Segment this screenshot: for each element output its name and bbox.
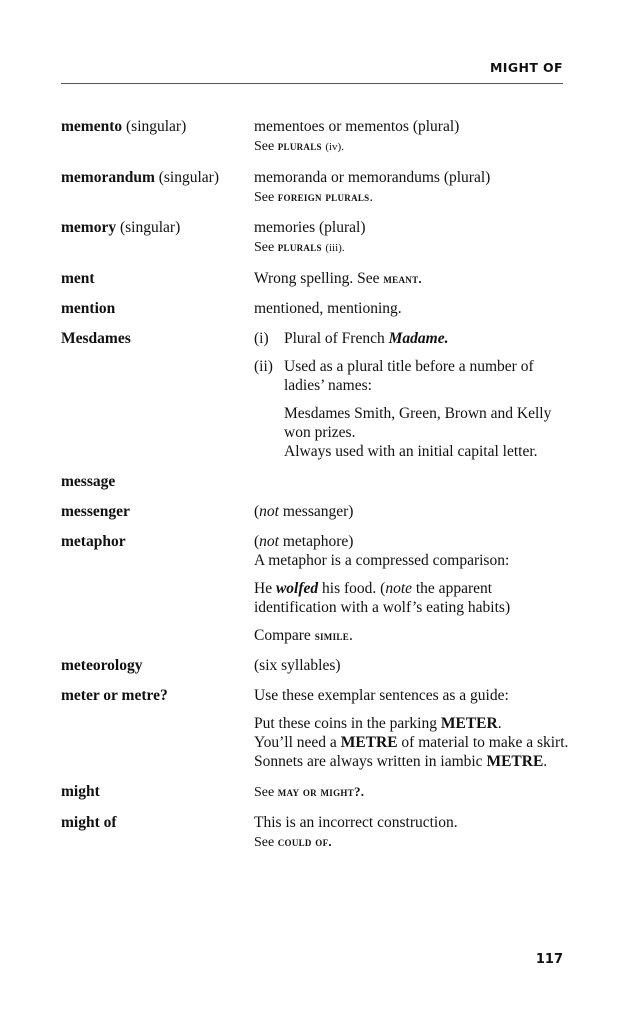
headword: metaphor (61, 533, 126, 550)
example-sentence: Put these coins in the parking METER. (254, 715, 502, 732)
entry-metaphor: metaphor (not metaphore) A metaphor is a compressed comparison: He wolfed his food. (note the apparent identification with a wolf’s eating habits) Compare simile. (61, 532, 571, 645)
compare-label: Compare (254, 627, 311, 644)
plural-form: memoranda or memorandums (plural) (254, 169, 491, 186)
definition: Use these exemplar sentences as a guide: (254, 687, 509, 704)
headword: Mesdames (61, 330, 131, 347)
headword: messenger (61, 503, 130, 520)
cross-reference-sub: (iv). (325, 141, 344, 153)
see-label: See (254, 139, 275, 154)
entry-ment (61, 269, 571, 288)
headword: message (61, 473, 116, 490)
entry-mention (61, 299, 571, 318)
example-sentence: You’ll need a METRE of material to make a skirt. (254, 734, 569, 751)
entry-meteorology (61, 656, 571, 675)
entry-might-of (61, 813, 571, 852)
see-label: See (254, 785, 275, 800)
grammar-note: (singular) (119, 219, 181, 236)
sense-1: (i) Plural of French Madame. (254, 330, 449, 347)
entry-mesdames (61, 329, 571, 461)
see-label: See (254, 240, 275, 255)
headword: memory (61, 219, 117, 236)
plural-form: memories (plural) (254, 219, 366, 236)
definition: This is an incorrect construction. (254, 814, 458, 831)
cross-reference: foreign plurals (277, 189, 370, 204)
entry-message (61, 472, 571, 491)
entry-memory (61, 218, 571, 258)
cross-reference: plurals (277, 138, 322, 153)
sense-2: (ii) Used as a plural title before a number of ladies’ names: (254, 358, 534, 394)
example-sentence: He wolfed his food. (note the apparent identification with a wolf’s eating habits) (254, 580, 511, 616)
cross-reference: may or might?. (277, 784, 365, 799)
definition: (six syllables) (254, 657, 341, 674)
running-head: MIGHT OF (489, 60, 563, 75)
see-label: See (254, 835, 275, 850)
see-label: See (254, 190, 275, 205)
grammar-note: (singular) (158, 169, 219, 186)
cross-reference: meant. (383, 271, 422, 286)
cross-reference-sub: (iii). (325, 242, 345, 254)
misspelling: messanger) (282, 503, 354, 520)
entry-memorandum: memorandum (singular) memoranda or memorandums (plural) See foreign plurals. (61, 168, 571, 207)
page-number: 117 (535, 952, 563, 967)
header-rule (61, 83, 563, 84)
cross-reference: simile (314, 628, 350, 643)
headword: memento (61, 118, 123, 135)
headword: mention (61, 300, 116, 317)
headword: might of (61, 814, 117, 831)
headword: meteorology (61, 657, 143, 674)
headword: ment (61, 270, 95, 287)
entry-might (61, 782, 571, 802)
definition: mentioned, mentioning. (254, 300, 402, 317)
entry-memento (61, 117, 571, 157)
usage-note: Always used with an initial capital letter. (284, 443, 538, 460)
definition: A metaphor is a compressed comparison: (254, 552, 510, 569)
headword: memorandum (61, 169, 155, 186)
entry-messenger: messenger (not messanger) (61, 503, 354, 520)
cross-reference: could of. (277, 834, 332, 849)
example-sentence: Sonnets are always written in iambic METRE. (254, 753, 548, 770)
misspelling: metaphore) (282, 533, 354, 550)
headword: might (61, 783, 100, 800)
cross-reference: plurals (277, 239, 322, 254)
example-sentence: Mesdames Smith, Green, Brown and Kelly won prizes. (284, 405, 552, 441)
headword: meter or metre? (61, 687, 168, 704)
entry-meter-or-metre (61, 686, 571, 771)
definition: Wrong spelling. See (254, 270, 380, 287)
plural-form: mementoes or mementos (plural) (254, 118, 460, 135)
grammar-note: (singular) (126, 118, 187, 135)
dictionary-entries (61, 117, 571, 863)
